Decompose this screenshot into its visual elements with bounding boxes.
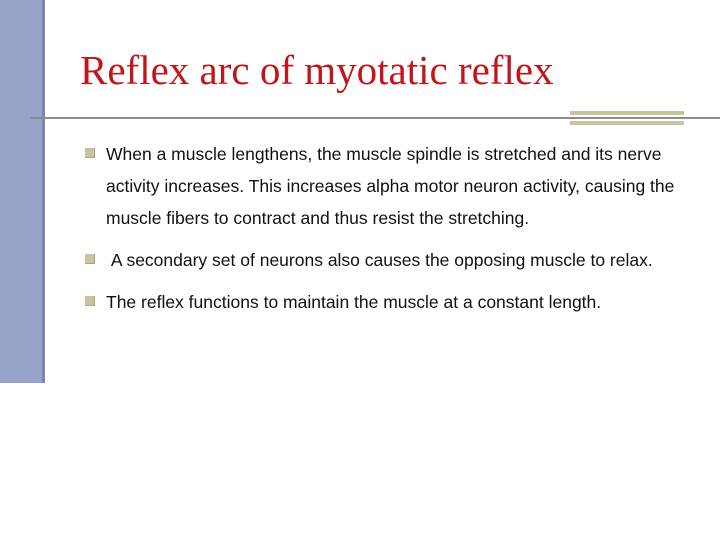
slide-side-bar [0, 0, 45, 383]
bullet-item [85, 286, 695, 318]
title-divider-accent [570, 111, 684, 125]
bullet-text: When a muscle lengthens, the muscle spindle is stretched and its nerve activity increases. This increases alpha motor neuron activity, causing the muscle fibers to contract and thus resist the stretching. [106, 144, 675, 228]
square-bullet-icon [85, 148, 95, 158]
bullet-list [85, 138, 695, 328]
bullet-text: The reflex functions to maintain the muscle at a constant length. [106, 292, 602, 312]
square-bullet-icon [85, 254, 95, 264]
slide-title: Reflex arc of myotatic reflex [80, 47, 554, 93]
bullet-item [85, 138, 695, 234]
bullet-item [85, 244, 695, 276]
bullet-text: A secondary set of neurons also causes the opposing muscle to relax. [106, 250, 653, 270]
square-bullet-icon [85, 296, 95, 306]
